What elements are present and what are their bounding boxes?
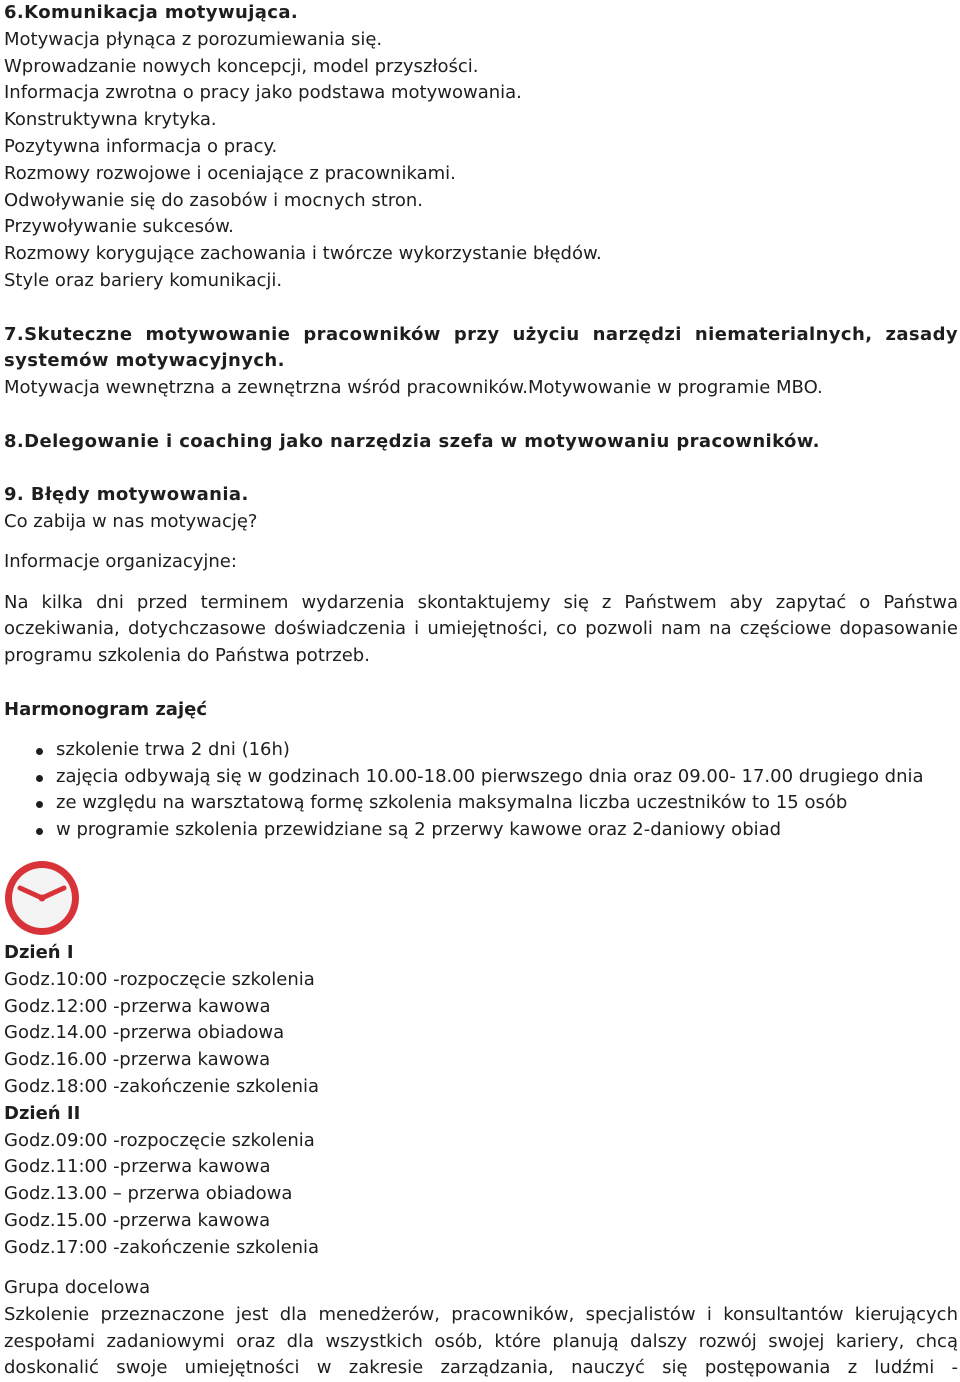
list-item [4,737,958,764]
bullet-dot [36,801,43,808]
spacer [4,670,958,697]
org-info-paragraph-line: Na kilka dni przed terminem wydarzenia skontaktujemy się z Państwem aby zapytać o Państwa [4,591,958,613]
section-9-line: Co zabija w nas motywację? [4,511,258,533]
spacer [4,1262,958,1275]
section-7-heading-line-2: systemów motywacyjnych. [4,350,285,372]
section-6-line: Motywacja płynąca z porozumiewania się. [4,28,383,50]
day-1-item: Godz.18:00 -zakończenie szkolenia [4,1076,320,1098]
document-page [4,0,958,1382]
day-2-item: Godz.11:00 -przerwa kawowa [4,1156,271,1178]
section-7-line: Motywacja wewnętrzna a zewnętrzna wśród pracowników.Motywowanie w programie MBO. [4,377,823,399]
day-1-label: Dzień I [4,942,74,964]
day-1-item: Godz.14.00 -przerwa obiadowa [4,1022,285,1044]
day-2-item: Godz.09:00 -rozpoczęcie szkolenia [4,1129,315,1151]
section-7-heading-line-1: 7.Skuteczne motywowanie pracowników przy użyciu narzędzi niematerialnych, zasady [4,323,958,345]
section-8-heading: 8.Delegowanie i coaching jako narzędzia szefa w motywowaniu pracowników. [4,430,820,452]
schedule-heading: Harmonogram zajęć [4,698,207,720]
list-item-text: zajęcia odbywają się w godzinach 10.00-18.00 pierwszego dnia oraz 09.00- 17.00 drugiego dnia [56,765,924,787]
target-group-label: Grupa docelowa [4,1277,151,1299]
target-group-paragraph-line: doskonalić swoje umiejętności w zakresie zarządzania, nauczyć się postępowania z ludźmi - [4,1357,958,1379]
list-item [4,790,958,817]
schedule-bullet-list [4,737,958,844]
section-6-line: Rozmowy rozwojowe i oceniające z pracownikami. [4,162,456,184]
bullet-dot [36,748,43,755]
day-1-item: Godz.10:00 -rozpoczęcie szkolenia [4,968,315,990]
org-info-paragraph-line: programu szkolenia do Państwa potrzeb. [4,645,370,667]
spacer [4,576,958,589]
org-info-label: Informacje organizacyjne: [4,551,237,573]
list-item-text: w programie szkolenia przewidziane są 2 przerwy kawowe oraz 2-daniowy obiad [56,819,782,841]
section-6-line: Informacja zwrotna o pracy jako podstawa motywowania. [4,82,522,104]
section-6-line: Style oraz bariery komunikacji. [4,269,283,291]
spacer [4,456,958,483]
spacer [4,536,958,549]
section-6-line: Pozytywna informacja o pracy. [4,135,278,157]
target-group-paragraph-line: zespołami zadaniowymi oraz dla wszystkich osób, które planują dalszy rozwój swojej kariery, chcą [4,1330,958,1352]
day-1-item: Godz.12:00 -przerwa kawowa [4,995,271,1017]
spacer [4,295,958,322]
section-6-line: Odwoływanie się do zasobów i mocnych stron. [4,189,423,211]
bullet-dot [36,775,43,782]
target-group-paragraph-line: Szkolenie przeznaczone jest dla menedżerów, pracowników, specjalistów i konsultantów kierujących [4,1303,958,1325]
spacer [4,724,958,737]
day-1-item: Godz.16.00 -przerwa kawowa [4,1049,271,1071]
section-6-line: Konstruktywna krytyka. [4,109,217,131]
day-2-label: Dzień II [4,1102,81,1124]
list-item [4,764,958,791]
day-2-item: Godz.17:00 -zakończenie szkolenia [4,1236,320,1258]
clock-icon [2,858,82,938]
org-info-paragraph-line: oczekiwania, dotychczasowe doświadczenia i umiejętności, co pozwoli nam na częściowe dopasowanie [4,618,958,640]
section-6-line: Rozmowy korygujące zachowania i twórcze wykorzystanie błędów. [4,243,602,265]
list-item-text: szkolenie trwa 2 dni (16h) [56,738,290,760]
spacer [4,402,958,429]
section-6-heading: 6.Komunikacja motywująca. [4,2,299,23]
list-item-text: ze względu na warsztatową formę szkolenia maksymalna liczba uczestników to 15 osób [56,792,848,814]
section-9-heading: 9. Błędy motywowania. [4,484,249,506]
bullet-dot [36,828,43,835]
section-6-line: Wprowadzanie nowych koncepcji, model przyszłości. [4,55,479,77]
list-item [4,817,958,844]
section-6-line: Przywoływanie sukcesów. [4,216,234,238]
day-2-item: Godz.15.00 -przerwa kawowa [4,1210,271,1232]
day-2-item: Godz.13.00 – przerwa obiadowa [4,1183,293,1205]
